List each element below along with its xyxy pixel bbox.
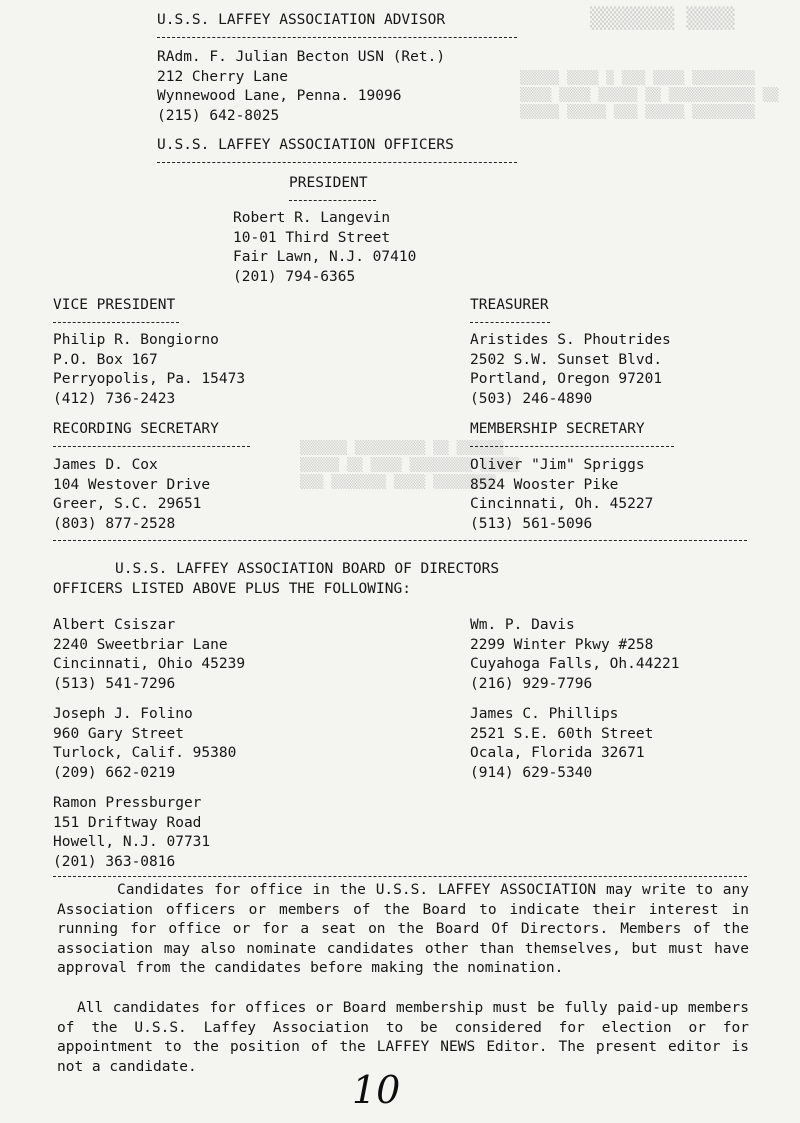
recording-secretary-phone: (803) 877-2528: [53, 515, 176, 532]
membership-secretary-title: MEMBERSHIP SECRETARY: [470, 421, 645, 437]
board-member-name: James C. Phillips: [470, 706, 619, 722]
board-member-street: 960 Gary Street: [53, 725, 184, 742]
board-member-city: Howell, N.J. 07731: [53, 834, 211, 850]
recording-secretary-address: [53, 456, 210, 534]
treasurer-city: Portland, Oregon 97201: [470, 371, 663, 387]
board-member-street: 151 Driftway Road: [53, 814, 202, 831]
board-member-street: 2299 Winter Pkwy #258: [470, 636, 654, 653]
board-member-city: Cuyahoga Falls, Oh.44221: [470, 656, 680, 672]
treasurer-address: [470, 331, 671, 409]
board-member-city: Ocala, Florida 32671: [470, 745, 645, 761]
board-member-3: [53, 705, 236, 783]
show-through-text: ▒▒▒▒▒▒▒ ▒▒▒▒: [590, 6, 735, 30]
membership-secretary-city: Cincinnati, Oh. 45227: [470, 496, 654, 512]
advisor-city: Wynnewood Lane, Penna. 19096: [157, 88, 402, 104]
vice-president-name: Philip R. Bongiorno: [53, 332, 219, 348]
president-title: PRESIDENT: [289, 175, 368, 191]
title-underline: [53, 322, 179, 323]
title-underline: [470, 322, 550, 323]
board-member-city: Turlock, Calif. 95380: [53, 745, 237, 761]
board-heading-line2: OFFICERS LISTED ABOVE PLUS THE FOLLOWING:: [53, 581, 411, 597]
divider: [157, 162, 517, 163]
vice-president-city: Perryopolis, Pa. 15473: [53, 371, 246, 387]
board-member-1: [53, 616, 245, 694]
title-underline: [53, 446, 250, 447]
advisor-name: RAdm. F. Julian Becton USN (Ret.): [157, 49, 446, 65]
section-divider: [53, 876, 747, 877]
president-street: 10-01 Third Street: [233, 229, 391, 246]
board-member-name: Joseph J. Folino: [53, 706, 193, 722]
president-phone: (201) 794-6365: [233, 268, 356, 285]
advisor-phone: (215) 642-8025: [157, 107, 280, 124]
board-member-phone: (209) 662-0219: [53, 764, 176, 781]
eligibility-paragraph: All candidates for offices or Board membership must be fully paid-up members of the U.S.S. Laffey Association to be considered for election or for appointment to the position of the LAFFEY NEWS Editor. The present editor is not a candidate.: [57, 1000, 749, 1075]
recording-secretary-name: James D. Cox: [53, 457, 158, 473]
treasurer-title: TREASURER: [470, 297, 549, 313]
board-member-2: [470, 616, 680, 694]
board-heading-line1: U.S.S. LAFFEY ASSOCIATION BOARD OF DIRECTORS: [115, 561, 500, 577]
recording-secretary-title: RECORDING SECRETARY: [53, 421, 219, 437]
recording-secretary-street: 104 Westover Drive: [53, 476, 211, 493]
board-member-name: Albert Csiszar: [53, 617, 176, 633]
divider: [157, 37, 517, 38]
president-name: Robert R. Langevin: [233, 210, 391, 226]
vice-president-address: [53, 331, 245, 409]
recording-secretary-city: Greer, S.C. 29651: [53, 496, 202, 512]
officers-heading: U.S.S. LAFFEY ASSOCIATION OFFICERS: [157, 137, 454, 153]
membership-secretary-street: 8524 Wooster Pike: [470, 476, 619, 493]
board-member-street: 2521 S.E. 60th Street: [470, 725, 654, 742]
show-through-text: ▒▒▒▒▒▒ ▒▒▒▒▒▒▒▒▒ ▒▒ ▒▒▒▒▒▒ ▒▒▒▒▒ ▒▒ ▒▒▒▒ ▒▒▒▒▒▒▒▒ ▒▒▒▒▒ ▒▒▒ ▒▒▒▒▒▒▒ ▒▒▒▒ ▒▒▒▒▒▒▒▒: [300, 441, 520, 490]
president-city: Fair Lawn, N.J. 07410: [233, 249, 417, 265]
vice-president-title: VICE PRESIDENT: [53, 297, 176, 313]
board-member-phone: (201) 363-0816: [53, 853, 176, 870]
board-member-street: 2240 Sweetbriar Lane: [53, 636, 228, 653]
board-member-phone: (216) 929-7796: [470, 675, 593, 692]
title-underline: [470, 446, 674, 447]
treasurer-street: 2502 S.W. Sunset Blvd.: [470, 351, 663, 368]
board-member-name: Wm. P. Davis: [470, 617, 575, 633]
title-underline: [289, 200, 376, 201]
candidates-paragraph: Candidates for office in the U.S.S. LAFFEY ASSOCIATION may write to any Association officers or members of the Board to indicate their interest in running for office or for a seat on the Board Of Directors. Members of the association may also nominate candidates other than themselves, but must have approval from the candidates before making the nomination.: [57, 882, 749, 977]
membership-secretary-phone: (513) 561-5096: [470, 515, 593, 532]
advisor-street: 212 Cherry Lane: [157, 68, 288, 85]
advisor-heading: U.S.S. LAFFEY ASSOCIATION ADVISOR: [157, 12, 446, 28]
show-through-text: ▒▒▒▒▒ ▒▒▒▒ ▒ ▒▒▒ ▒▒▒▒ ▒▒▒▒▒▒▒▒ ▒▒▒▒ ▒▒▒▒ ▒▒▒▒▒ ▒▒ ▒▒▒▒▒▒▒▒▒▒▒ ▒▒ ▒▒▒▒▒ ▒▒▒▒▒ ▒▒▒ ▒▒▒▒▒ ▒▒▒▒▒▒▒▒: [520, 71, 779, 120]
advisor-address: [157, 48, 445, 126]
membership-secretary-address: [470, 456, 653, 534]
treasurer-phone: (503) 246-4890: [470, 390, 593, 407]
board-member-phone: (513) 541-7296: [53, 675, 176, 692]
section-divider: [53, 540, 747, 541]
board-member-city: Cincinnati, Ohio 45239: [53, 656, 246, 672]
board-member-4: [470, 705, 653, 783]
vice-president-phone: (412) 736-2423: [53, 390, 176, 407]
president-address: [233, 209, 416, 287]
membership-secretary-name: Oliver "Jim" Spriggs: [470, 457, 645, 473]
board-member-5: [53, 794, 210, 872]
treasurer-name: Aristides S. Phoutrides: [470, 332, 671, 348]
board-member-phone: (914) 629-5340: [470, 764, 593, 781]
page-number: 10: [352, 1068, 401, 1112]
board-member-name: Ramon Pressburger: [53, 795, 202, 811]
vice-president-street: P.O. Box 167: [53, 351, 158, 368]
